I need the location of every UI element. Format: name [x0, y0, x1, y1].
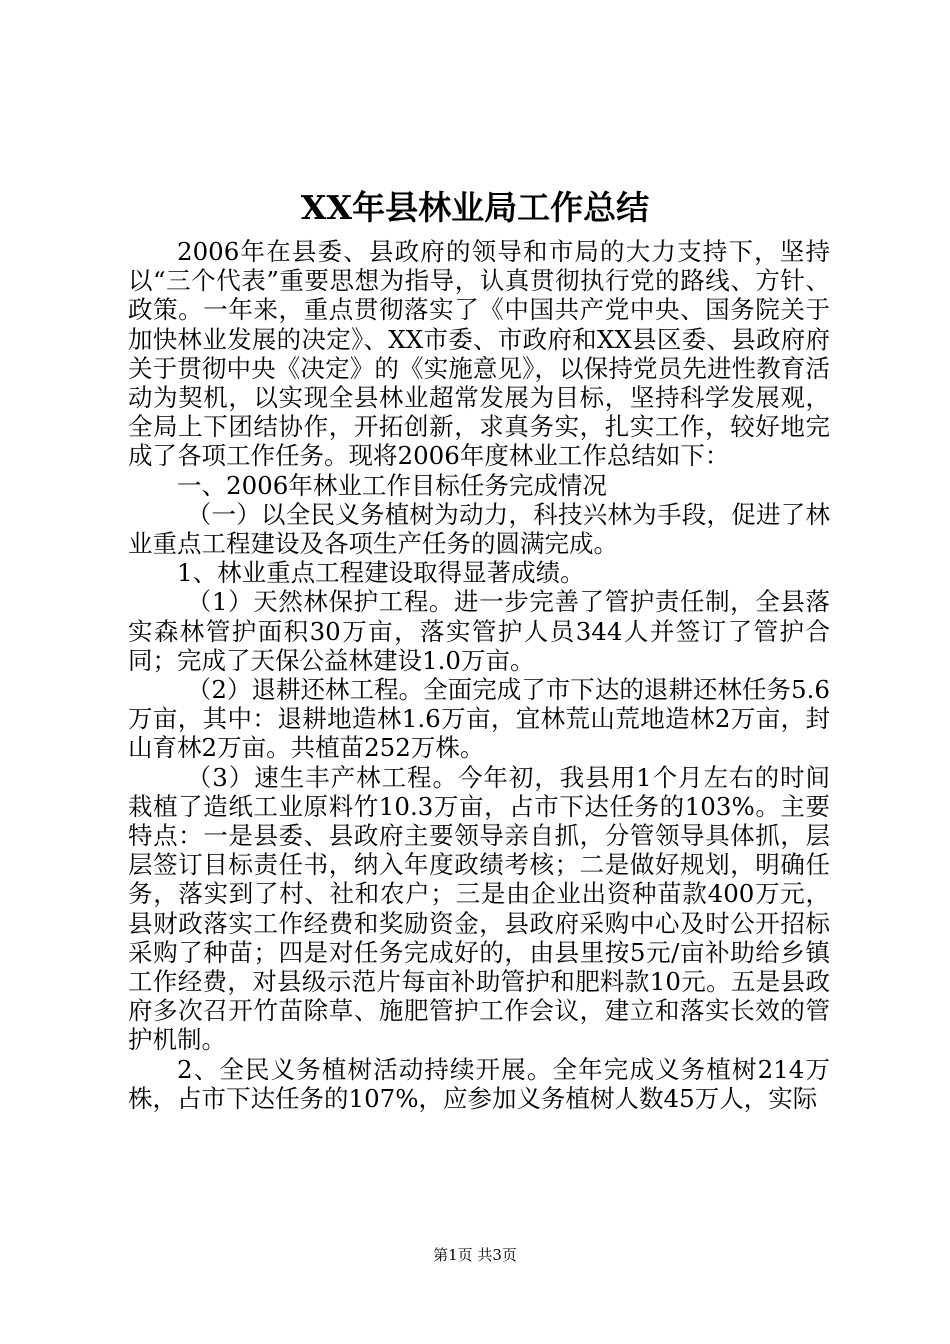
document-title: XX年县林业局工作总结 — [300, 188, 650, 227]
paragraph-item-1-3: （3）速生丰产林工程。今年初，我县用1个月左右的时间栽植了造纸工业原料竹10.3万亩，占市下达任务的103%。主要特点：一是县委、县政府主要领导亲自抓，分管领导具体抓，层层签订目标责任书，纳入年度政绩考核；二是做好规划，明确任务，落实到了村、社和农户；三是由企业出资种苗款400万元，县财政落实工作经费和奖励资金，县政府采购中心及时公开招标采购了种苗；四是对任务完成好的，由县里按5元/亩补助给乡镇工作经费，对县级示范片每亩补助管护和肥料款10元。五是县政府多次召开竹苗除草、施肥管护工作会议，建立和落实长效的管护机制。 — [128, 762, 830, 1055]
document-body — [128, 237, 830, 1113]
paragraph-intro: 2006年在县委、县政府的领导和市局的大力支持下，坚持以“三个代表”重要思想为指导，认真贯彻执行党的路线、方针、政策。一年来，重点贯彻落实了《中国共产党中央、国务院关于加快林业发展的决定》、XX市委、市政府和XX县区委、县政府府关于贯彻中央《决定》的《实施意见》，以保持党员先进性教育活动为契机，以实现全县林业超常发展为目标，坚持科学发展观，全局上下团结协作，开拓创新，求真务实，扎实工作，较好地完成了各项工作任务。现将2006年度林业工作总结如下： — [128, 237, 830, 471]
paragraph-item-2: 2、全民义务植树活动持续开展。全年完成义务植树214万株，占市下达任务的107%，应参加义务植树人数45万人，实际 — [128, 1054, 830, 1113]
paragraph-heading-1: 一、2006年林业工作目标任务完成情况 — [177, 470, 607, 500]
paragraph-item-1-1: （1）天然林保护工程。进一步完善了管护责任制，全县落实森林管护面积30万亩，落实管护人员344人并签订了管护合同；完成了天保公益林建设1.0万亩。 — [128, 587, 830, 675]
paragraph-item-1: 1、林业重点工程建设取得显著成绩。 — [177, 558, 585, 588]
paragraph-item-1-2: （2）退耕还林工程。全面完成了市下达的退耕还林任务5.6万亩，其中：退耕地造林1.6万亩，宜林荒山荒地造林2万亩，封山育林2万亩。共植苗252万株。 — [128, 675, 830, 763]
page-number-footer: 第1页 共3页 — [433, 1246, 517, 1264]
paragraph-subheading-1: （一）以全民义务植树为动力，科技兴林为手段，促进了林业重点工程建设及各项生产任务的圆满完成。 — [128, 499, 830, 559]
